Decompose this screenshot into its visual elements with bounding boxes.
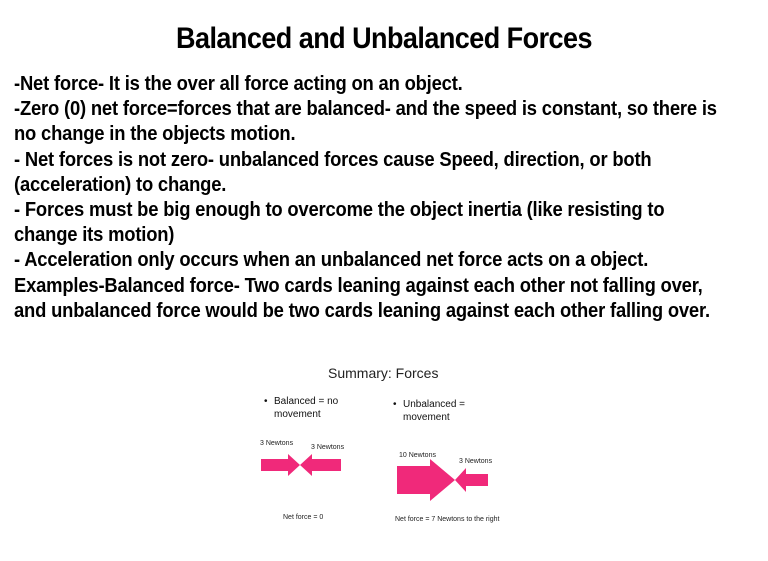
- balanced-right-force-label: 3 Newtons: [311, 444, 345, 451]
- note-line: Examples-Balanced force- Two cards leaning against each other not falling over,: [14, 274, 703, 297]
- balanced-label: Balanced = no: [274, 396, 339, 407]
- note-line: no change in the objects motion.: [14, 123, 296, 146]
- balanced-label-2: movement: [274, 409, 321, 420]
- unbalanced-right-arrow: [397, 459, 455, 501]
- balanced-net-force: Net force = 0: [283, 514, 324, 521]
- note-line: -Zero (0) net force=forces that are balanced- and the speed is constant, so there is: [14, 98, 717, 121]
- page-title: Balanced and Unbalanced Forces: [176, 22, 592, 55]
- balanced-left-force-label: 3 Newtons: [260, 440, 294, 447]
- note-line: change its motion): [14, 224, 175, 247]
- unbalanced-label: Unbalanced =: [403, 399, 465, 410]
- note-line: (acceleration) to change.: [14, 173, 227, 196]
- note-line: - Acceleration only occurs when an unbalanced net force acts on a object.: [14, 249, 649, 272]
- unbalanced-left-arrow: [455, 468, 488, 492]
- balanced-left-arrow: [300, 454, 341, 476]
- unbalanced-label-2: movement: [403, 412, 450, 423]
- summary-forces-figure: [250, 362, 520, 532]
- notes-text: [14, 72, 750, 324]
- balanced-bullet: •: [264, 396, 268, 407]
- note-line: - Net forces is not zero- unbalanced forces cause Speed, direction, or both: [14, 148, 652, 171]
- unbalanced-bullet: •: [393, 399, 397, 410]
- summary-title: Summary: Forces: [328, 365, 439, 381]
- balanced-right-arrow: [261, 454, 300, 476]
- note-line: -Net force- It is the over all force acting on an object.: [14, 73, 463, 95]
- force-arrows-diagram: [250, 362, 520, 532]
- unbalanced-right-force-label: 3 Newtons: [459, 458, 493, 465]
- note-line: - Forces must be big enough to overcome the object inertia (like resisting to: [14, 199, 665, 222]
- unbalanced-net-force: Net force = 7 Newtons to the right: [395, 516, 500, 523]
- unbalanced-left-force-label: 10 Newtons: [399, 452, 436, 459]
- note-line: and unbalanced force would be two cards leaning against each other falling over.: [14, 299, 710, 322]
